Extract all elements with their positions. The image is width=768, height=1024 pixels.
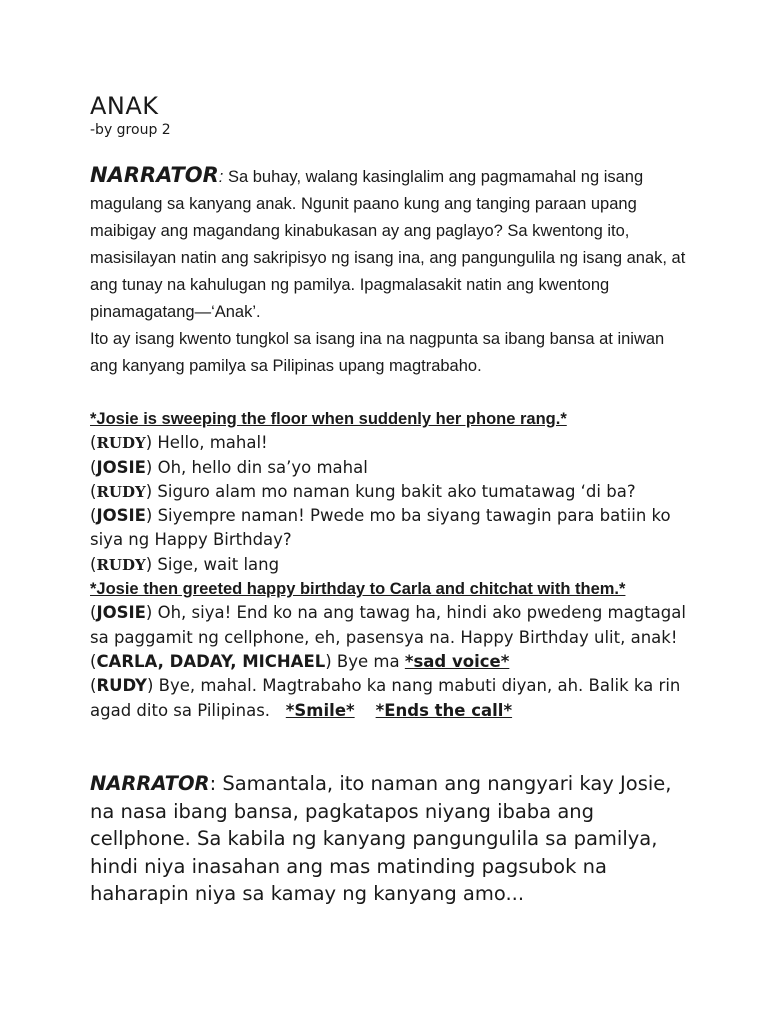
speaker-josie: JOSIE bbox=[96, 457, 146, 477]
line-text: Bye, mahal. Magtrabaho ka nang mabuti diyan, ah. Balik ka rin agad dito sa Pilipinas. bbox=[90, 676, 681, 720]
action-cue: *Smile* bbox=[285, 700, 355, 720]
document-subtitle: -by group 2 bbox=[90, 122, 171, 138]
dialogue-line: (RUDY) Bye, mahal. Magtrabaho ka nang mabuti diyan, ah. Balik ka rin agad dito sa Pilipinas. *Smile* *Ends the call* bbox=[90, 676, 681, 720]
speaker-rudy: RUDY bbox=[96, 434, 146, 453]
stage-direction: *Josie is sweeping the floor when suddenly her phone rang.* bbox=[90, 410, 567, 428]
narration-paragraph bbox=[90, 770, 680, 908]
dialogue-line: (RUDY) Sige, wait lang bbox=[90, 554, 280, 574]
dialogue-line: (CARLA, DADAY, MICHAEL) Bye ma *sad voice* bbox=[90, 651, 510, 671]
dialogue-line: (JOSIE) Siyempre naman! Pwede mo ba siyang tawagin para batiin ko siya ng Happy Birthday? bbox=[90, 506, 671, 550]
line-text: Siyempre naman! Pwede mo ba siyang tawagin para batiin ko siya ng Happy Birthday? bbox=[90, 506, 671, 550]
line-text: Oh, hello din sa’yo mahal bbox=[152, 457, 368, 477]
narrator-label: NARRATOR bbox=[90, 772, 210, 795]
speaker-rudy: RUDY bbox=[96, 555, 146, 574]
line-text: Siguro alam mo naman kung bakit ako tumatawag ‘di ba? bbox=[152, 481, 636, 501]
line-text: Bye ma bbox=[331, 651, 405, 671]
speaker-josie: JOSIE bbox=[96, 603, 146, 623]
speaker-josie: JOSIE bbox=[96, 506, 146, 526]
line-text: Hello, mahal! bbox=[152, 433, 268, 453]
action-cue: *sad voice* bbox=[404, 651, 510, 671]
line-text: Sige, wait lang bbox=[152, 554, 280, 574]
speaker-rudy: RUDY bbox=[96, 482, 146, 501]
narrator-label: NARRATOR bbox=[90, 163, 219, 187]
speaker-rudy: RUDY bbox=[96, 676, 147, 696]
intro-paragraph bbox=[90, 162, 690, 380]
document-title: ANAK bbox=[90, 92, 159, 120]
dialogue-line: (JOSIE) Oh, siya! End ko na ang tawag ha, hindi ako pwedeng magtagal sa paggamit ng cellphone, eh, pasensya na. Happy Birthday ulit, anak! bbox=[90, 603, 686, 647]
dialogue-line: (JOSIE) Oh, hello din sa’yo mahal bbox=[90, 457, 368, 477]
intro-text: Sa buhay, walang kasinglalim ang pagmamahal ng isang magulang sa kanyang anak. Ngunit paano kung ang tanging paraan upang maibigay ang magandang kinabukasan ay ang paglayo? Sa kwentong ito, masisilayan natin ang sakripisyo ng isang ina, ang pangungulila ng isang anak, at ang tunay na kahulugan ng pamilya. Ipagmalasakit natin ang kwentong pinamagatang—‘Anak’. bbox=[90, 168, 686, 321]
narration-text: : Samantala, ito naman ang nangyari kay Josie, na nasa ibang bansa, pagkatapos niyang ibaba ang cellphone. Sa kabila ng kanyang pangungulila sa pamilya, hindi niya inasahan ang mas matinding pagsubok na haharapin niya sa kamay ng kanyang amo... bbox=[90, 772, 672, 905]
dialogue-script bbox=[90, 407, 690, 723]
action-cue: *Ends the call* bbox=[375, 700, 513, 720]
line-text: Oh, siya! End ko na ang tawag ha, hindi ako pwedeng magtagal sa paggamit ng cellphone, eh, pasensya na. Happy Birthday ulit, anak! bbox=[90, 603, 686, 647]
dialogue-line: (RUDY) Siguro alam mo naman kung bakit ako tumatawag ‘di ba? bbox=[90, 481, 636, 501]
intro-text-2: Ito ay isang kwento tungkol sa isang ina na nagpunta sa ibang bansa at iniwan ang kanyang pamilya sa Pilipinas upang magtrabaho. bbox=[90, 330, 665, 375]
narrator-colon: : bbox=[218, 168, 224, 186]
speaker-children: CARLA, DADAY, MICHAEL bbox=[96, 651, 326, 671]
dialogue-line: (RUDY) Hello, mahal! bbox=[90, 433, 268, 453]
stage-direction: *Josie then greeted happy birthday to Carla and chitchat with them.* bbox=[90, 580, 626, 599]
